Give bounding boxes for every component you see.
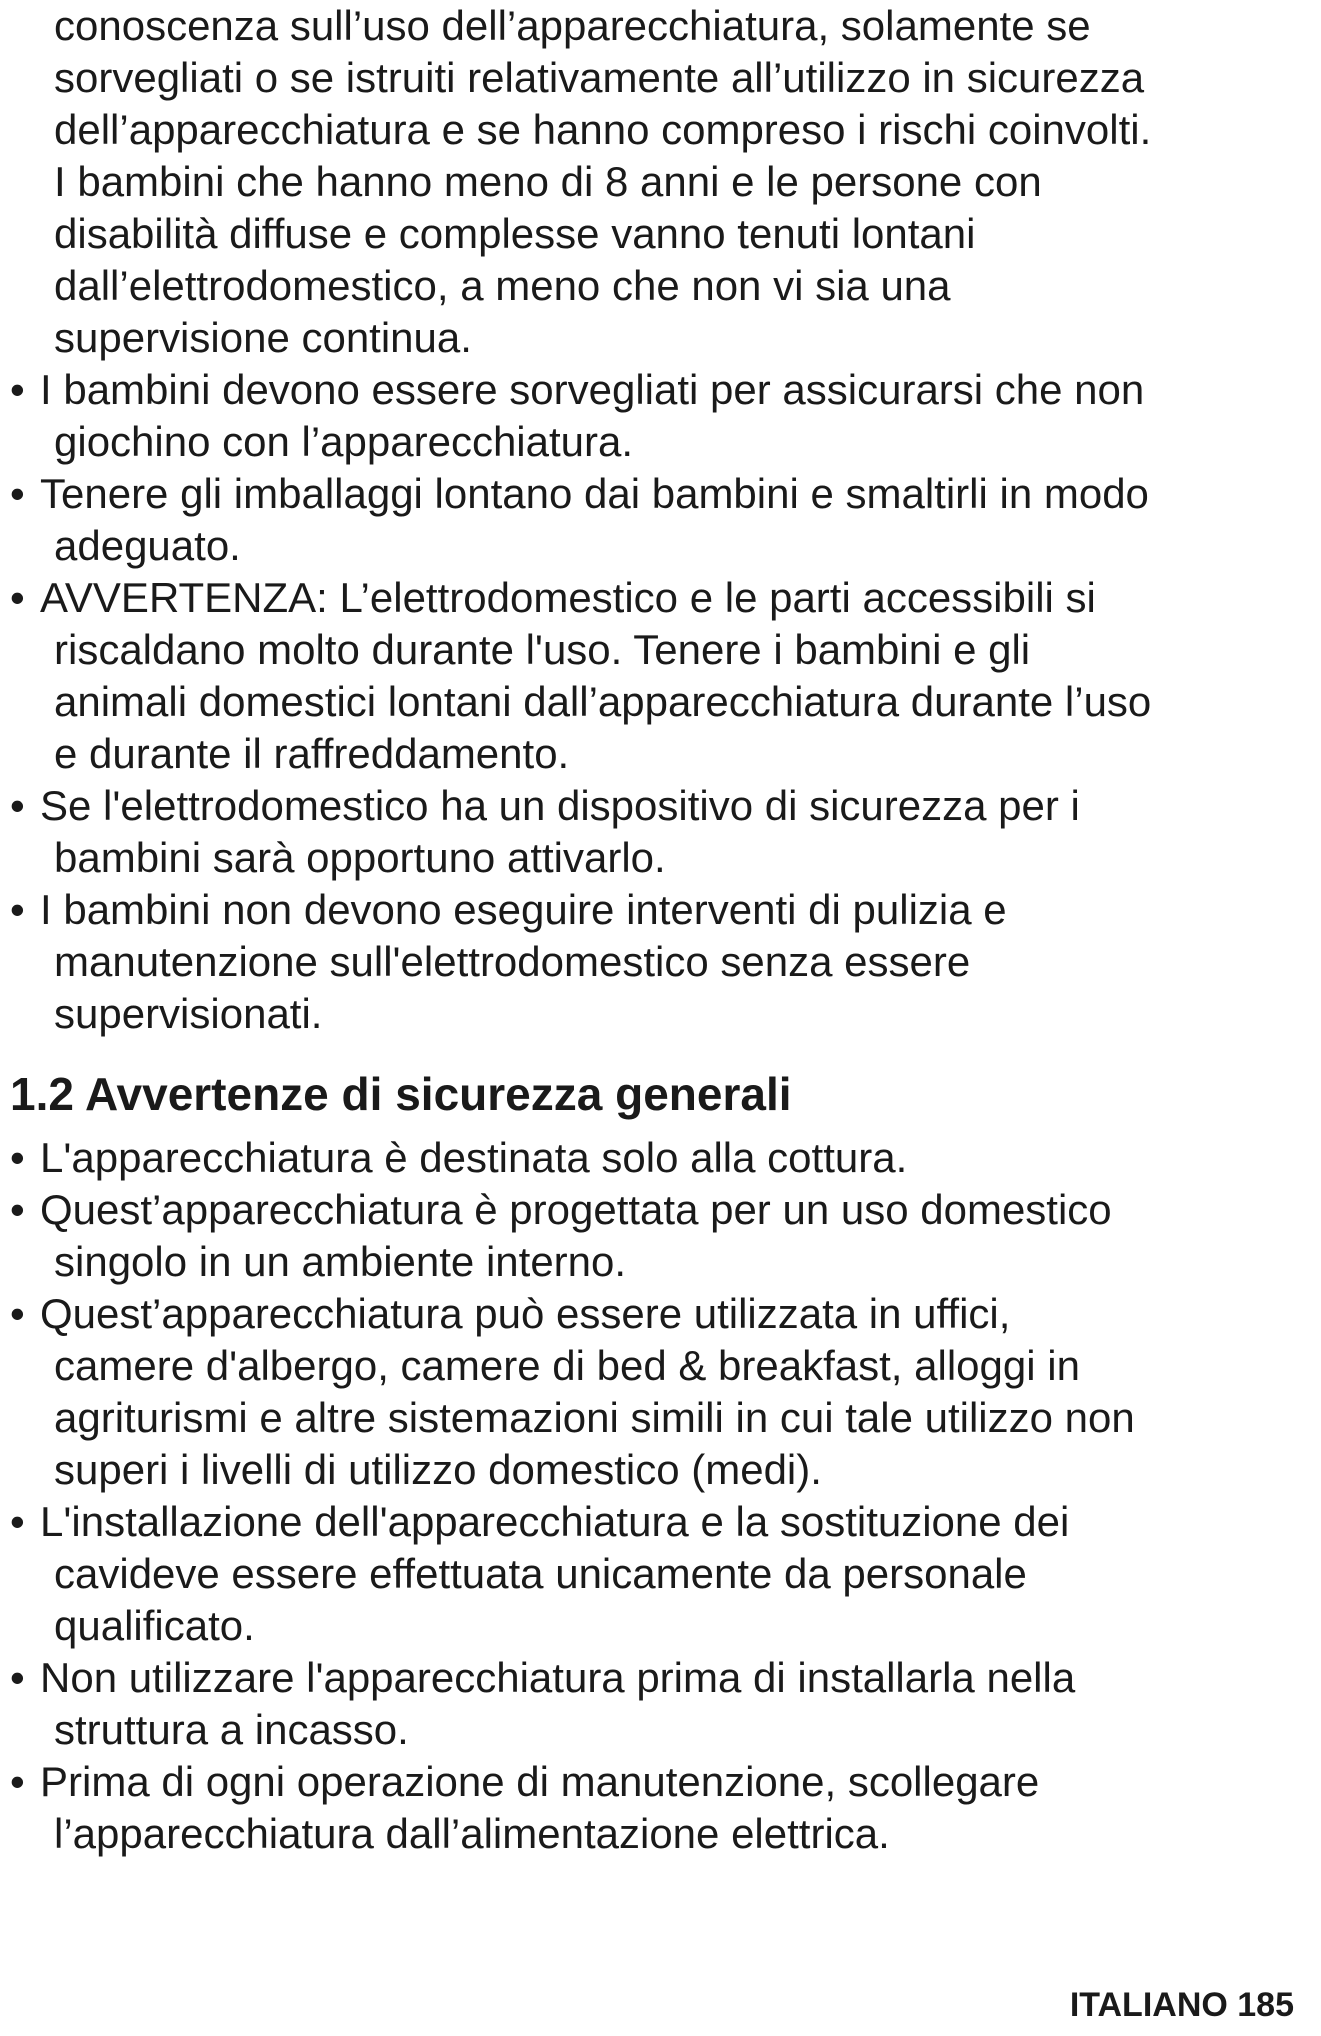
bullet-icon: •	[10, 886, 25, 933]
list-item-text: giochino con l’apparecchiatura.	[54, 418, 634, 465]
bullet-icon: •	[10, 1186, 25, 1233]
bullet-icon: •	[10, 470, 25, 517]
bullet-icon: •	[10, 1654, 25, 1701]
list-item-text: I bambini devono essere sorvegliati per assicurarsi che non	[40, 366, 1145, 413]
bullet-icon: •	[10, 782, 25, 829]
bullet-icon: •	[10, 574, 25, 621]
list-item-text: e durante il raffreddamento.	[54, 730, 570, 777]
bullet-icon: •	[10, 1134, 25, 1181]
list-item	[10, 884, 1310, 1040]
list-item-text: struttura a incasso.	[54, 1706, 409, 1753]
list-item	[10, 1288, 1310, 1496]
list-item-text: superi i livelli di utilizzo domestico (medi).	[54, 1446, 822, 1493]
intro-paragraph	[10, 0, 1310, 364]
bullet-icon: •	[10, 1758, 25, 1805]
child-safety-list	[10, 364, 1310, 1040]
bullet-icon: •	[10, 1290, 25, 1337]
list-item-text: AVVERTENZA: L’elettrodomestico e le parti accessibili si	[40, 574, 1096, 621]
list-item-text: animali domestici lontani dall’apparecchiatura durante l’uso	[54, 678, 1152, 725]
bullet-icon: •	[10, 366, 25, 413]
list-item	[10, 1652, 1310, 1756]
list-item-text: agriturismi e altre sistemazioni simili in cui tale utilizzo non	[54, 1394, 1135, 1441]
list-item-text: L'apparecchiatura è destinata solo alla cottura.	[40, 1134, 908, 1181]
general-safety-list	[10, 1132, 1310, 1860]
intro-line: sorvegliati o se istruiti relativamente all’utilizzo in sicurezza	[54, 54, 1145, 101]
intro-line: conoscenza sull’uso dell’apparecchiatura, solamente se	[54, 2, 1091, 49]
list-item	[10, 572, 1310, 780]
list-item-text: bambini sarà opportuno attivarlo.	[54, 834, 666, 881]
list-item-text: qualificato.	[54, 1602, 255, 1649]
list-item-text: Quest’apparecchiatura è progettata per un uso domestico	[40, 1186, 1112, 1233]
list-item-text: Se l'elettrodomestico ha un dispositivo di sicurezza per i	[40, 782, 1080, 829]
document-page	[10, 0, 1310, 1860]
list-item-text: l’apparecchiatura dall’alimentazione elettrica.	[54, 1810, 890, 1857]
intro-line: I bambini che hanno meno di 8 anni e le persone con	[54, 158, 1042, 205]
list-item	[10, 468, 1310, 572]
list-item	[10, 780, 1310, 884]
list-item-text: riscaldano molto durante l'uso. Tenere i bambini e gli	[54, 626, 1031, 673]
list-item-text: Non utilizzare l'apparecchiatura prima di installarla nella	[40, 1654, 1076, 1701]
list-item	[10, 1756, 1310, 1860]
list-item-text: Prima di ogni operazione di manutenzione, scollegare	[40, 1758, 1040, 1805]
intro-line: dell’apparecchiatura e se hanno compreso i rischi coinvolti.	[54, 106, 1152, 153]
intro-line: disabilità diffuse e complesse vanno tenuti lontani	[54, 210, 976, 257]
list-item	[10, 1132, 1310, 1184]
list-item-text: supervisionati.	[54, 990, 323, 1037]
bullet-icon: •	[10, 1498, 25, 1545]
list-item-text: cavideve essere effettuata unicamente da personale	[54, 1550, 1027, 1597]
list-item-text: camere d'albergo, camere di bed & breakfast, alloggi in	[54, 1342, 1080, 1389]
list-item	[10, 1184, 1310, 1288]
list-item-text: Quest’apparecchiatura può essere utilizzata in uffici,	[40, 1290, 1011, 1337]
list-item-text: I bambini non devono eseguire interventi di pulizia e	[40, 886, 1007, 933]
intro-line: dall’elettrodomestico, a meno che non vi sia una	[54, 262, 951, 309]
list-item-text: singolo in un ambiente interno.	[54, 1238, 627, 1285]
list-item-text: manutenzione sull'elettrodomestico senza essere	[54, 938, 971, 985]
list-item-text: Tenere gli imballaggi lontano dai bambini e smaltirli in modo	[40, 470, 1149, 517]
list-item	[10, 364, 1310, 468]
list-item-text: L'installazione dell'apparecchiatura e la sostituzione dei	[40, 1498, 1070, 1545]
section-heading: 1.2 Avvertenze di sicurezza generali	[10, 1068, 792, 1120]
page-footer: ITALIANO 185	[1069, 1986, 1294, 2024]
list-item-text: adeguato.	[54, 522, 241, 569]
list-item	[10, 1496, 1310, 1652]
intro-line: supervisione continua.	[54, 314, 472, 361]
